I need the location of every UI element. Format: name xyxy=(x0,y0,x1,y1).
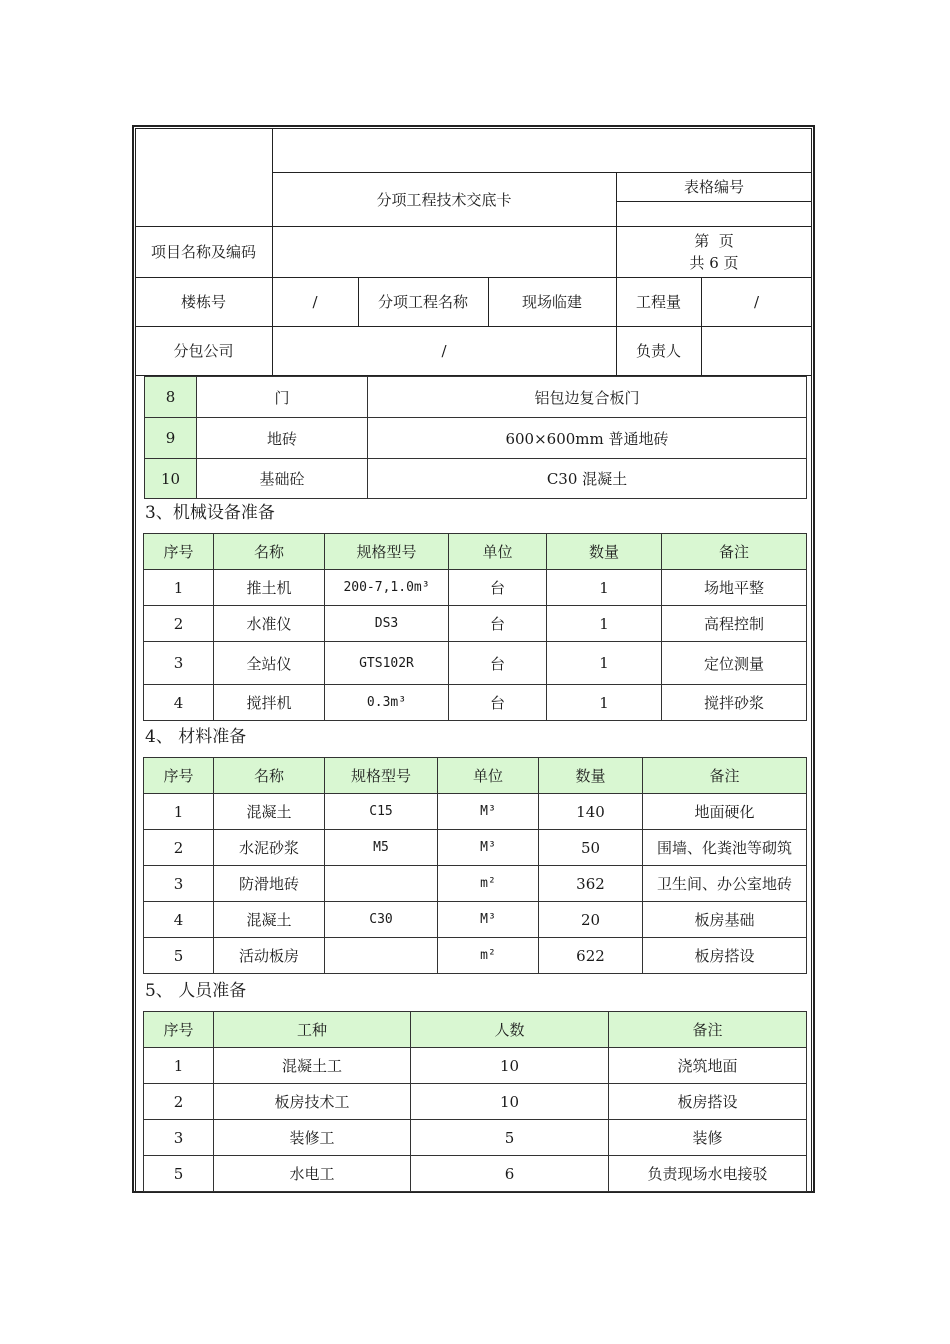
building-value: / xyxy=(312,292,318,311)
equipment-unit: 台 xyxy=(449,685,547,721)
table-row xyxy=(144,642,807,685)
material-name: 混凝土 xyxy=(214,902,325,938)
table-row xyxy=(144,1084,807,1120)
column-header: 备注 xyxy=(643,758,807,794)
form-code-label: 表格编号 xyxy=(683,178,744,196)
column-header: 序号 xyxy=(144,534,214,570)
column-header: 序号 xyxy=(144,1012,214,1048)
table-header-row xyxy=(144,758,807,794)
table-row xyxy=(144,685,807,721)
material-spec xyxy=(325,938,438,974)
materials-continued-table xyxy=(144,376,807,499)
material-quantity: 622 xyxy=(539,938,643,974)
table-row xyxy=(144,570,807,606)
headcount: 10 xyxy=(411,1048,609,1084)
row-number: 5 xyxy=(144,938,214,974)
table-row xyxy=(144,866,807,902)
item-name: 门 xyxy=(197,377,368,418)
column-header: 名称 xyxy=(214,534,325,570)
table-row xyxy=(145,418,807,459)
equipment-name: 推土机 xyxy=(214,570,325,606)
table-row xyxy=(144,938,807,974)
row-number: 2 xyxy=(144,1084,214,1120)
table-row xyxy=(144,606,807,642)
subitem-label: 分项工程名称 xyxy=(377,293,468,311)
trade-name: 混凝土工 xyxy=(214,1048,411,1084)
row-number: 1 xyxy=(144,570,214,606)
material-quantity: 362 xyxy=(539,866,643,902)
material-quantity: 50 xyxy=(539,830,643,866)
item-name: 基础砼 xyxy=(197,459,368,499)
equipment-note: 搅拌砂浆 xyxy=(662,685,807,721)
section4-title: 4、 材料准备 xyxy=(145,727,247,747)
personnel-note: 浇筑地面 xyxy=(609,1048,807,1084)
material-spec xyxy=(325,866,438,902)
material-note: 卫生间、办公室地砖 xyxy=(643,866,807,902)
column-header: 序号 xyxy=(144,758,214,794)
section3-title: 3、机械设备准备 xyxy=(145,503,275,523)
form-title: 分项工程技术交底卡 xyxy=(376,190,512,209)
equipment-quantity: 1 xyxy=(547,570,662,606)
page-info xyxy=(616,226,812,277)
project-value[interactable] xyxy=(272,226,616,277)
material-quantity: 20 xyxy=(539,902,643,938)
equipment-name: 全站仪 xyxy=(214,642,325,685)
equipment-note: 场地平整 xyxy=(662,570,807,606)
column-header: 规格型号 xyxy=(325,758,438,794)
headcount: 6 xyxy=(411,1156,609,1192)
material-quantity: 140 xyxy=(539,794,643,830)
equipment-note: 高程控制 xyxy=(662,606,807,642)
column-header: 工种 xyxy=(214,1012,411,1048)
headcount: 5 xyxy=(411,1120,609,1156)
material-spec: M5 xyxy=(325,830,438,866)
row-number: 1 xyxy=(144,794,214,830)
table-row xyxy=(145,459,807,499)
column-header: 备注 xyxy=(609,1012,807,1048)
personnel-note: 装修 xyxy=(609,1120,807,1156)
equipment-spec: DS3 xyxy=(325,606,449,642)
subitem-value: 现场临建 xyxy=(521,293,582,311)
row-number: 5 xyxy=(144,1156,214,1192)
row-number: 4 xyxy=(144,685,214,721)
form-code-value[interactable] xyxy=(616,201,812,226)
item-name: 地砖 xyxy=(197,418,368,459)
table-row xyxy=(144,830,807,866)
building-label: 楼栋号 xyxy=(180,293,226,311)
column-header: 单位 xyxy=(449,534,547,570)
material-spec: C15 xyxy=(325,794,438,830)
column-header: 数量 xyxy=(539,758,643,794)
table-row xyxy=(144,1120,807,1156)
column-header: 单位 xyxy=(438,758,539,794)
item-spec: 600×600mm 普通地砖 xyxy=(368,418,807,459)
equipment-quantity: 1 xyxy=(547,606,662,642)
equipment-unit: 台 xyxy=(449,606,547,642)
table-row xyxy=(145,377,807,418)
row-number: 8 xyxy=(145,377,197,418)
row-number: 10 xyxy=(145,459,197,499)
material-name: 防滑地砖 xyxy=(214,866,325,902)
subcontractor-value: / xyxy=(441,341,447,360)
material-note: 地面硬化 xyxy=(643,794,807,830)
material-unit: m² xyxy=(438,866,539,902)
personnel-note: 板房搭设 xyxy=(609,1084,807,1120)
item-spec: 铝包边复合板门 xyxy=(368,377,807,418)
column-header: 人数 xyxy=(411,1012,609,1048)
table-header-row xyxy=(144,1012,807,1048)
equipment-quantity: 1 xyxy=(547,642,662,685)
material-unit: M³ xyxy=(438,830,539,866)
material-unit: M³ xyxy=(438,902,539,938)
material-note: 板房基础 xyxy=(643,902,807,938)
material-spec: C30 xyxy=(325,902,438,938)
owner-label: 负责人 xyxy=(635,342,681,360)
column-header: 规格型号 xyxy=(325,534,449,570)
material-unit: M³ xyxy=(438,794,539,830)
quantity-label: 工程量 xyxy=(635,293,681,311)
table-row xyxy=(144,794,807,830)
row-number: 4 xyxy=(144,902,214,938)
equipment-name: 水准仪 xyxy=(214,606,325,642)
table-header-row xyxy=(144,534,807,570)
row-number: 2 xyxy=(144,830,214,866)
trade-name: 水电工 xyxy=(214,1156,411,1192)
owner-value[interactable] xyxy=(701,326,812,375)
subcontractor-label: 分包公司 xyxy=(173,342,234,360)
trade-name: 装修工 xyxy=(214,1120,411,1156)
row-number: 2 xyxy=(144,606,214,642)
table-row xyxy=(144,1156,807,1192)
equipment-quantity: 1 xyxy=(547,685,662,721)
item-spec: C30 混凝土 xyxy=(368,459,807,499)
table-row xyxy=(144,902,807,938)
equipment-unit: 台 xyxy=(449,642,547,685)
personnel-table xyxy=(143,1011,807,1192)
headcount: 10 xyxy=(411,1084,609,1120)
column-header: 数量 xyxy=(547,534,662,570)
equipment-table xyxy=(143,533,807,721)
material-name: 活动板房 xyxy=(214,938,325,974)
row-number: 3 xyxy=(144,866,214,902)
trade-name: 板房技术工 xyxy=(214,1084,411,1120)
row-number: 9 xyxy=(145,418,197,459)
page-label: 第 页 xyxy=(694,231,734,250)
equipment-spec: 0.3m³ xyxy=(325,685,449,721)
column-header: 备注 xyxy=(662,534,807,570)
equipment-note: 定位测量 xyxy=(662,642,807,685)
material-name: 水泥砂浆 xyxy=(214,830,325,866)
equipment-spec: 200-7,1.0m³ xyxy=(325,570,449,606)
material-note: 围墙、化粪池等砌筑 xyxy=(643,830,807,866)
row-number: 3 xyxy=(144,642,214,685)
row-number: 1 xyxy=(144,1048,214,1084)
equipment-unit: 台 xyxy=(449,570,547,606)
personnel-note: 负责现场水电接驳 xyxy=(609,1156,807,1192)
table-row xyxy=(144,1048,807,1084)
project-label: 项目名称及编码 xyxy=(150,243,256,261)
materials-table xyxy=(143,757,807,974)
quantity-value: / xyxy=(753,292,760,311)
section5-title: 5、 人员准备 xyxy=(145,981,247,1001)
material-name: 混凝土 xyxy=(214,794,325,830)
equipment-name: 搅拌机 xyxy=(214,685,325,721)
equipment-spec: GTS102R xyxy=(325,642,449,685)
material-unit: m² xyxy=(438,938,539,974)
row-number: 3 xyxy=(144,1120,214,1156)
column-header: 名称 xyxy=(214,758,325,794)
total-pages: 共 6 页 xyxy=(689,253,739,272)
material-note: 板房搭设 xyxy=(643,938,807,974)
